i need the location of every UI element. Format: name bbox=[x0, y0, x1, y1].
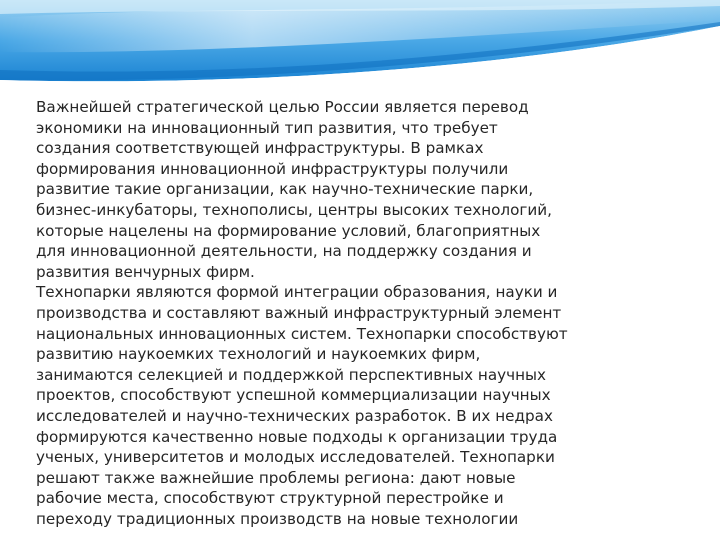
main-body-text: Важнейшей стратегической целью России является перевод экономики на инновационный тип развития, что требует создания соответствующей инфраструктуры. В рамках формирования инновационной инфраструктуры получили развитие такие организации, как научно-технические парки, бизнес-инкубаторы, технополисы, центры высоких технологий, которые нацелены на формирование условий, благоприятных для инновационной деятельности, на поддержку создания и развития венчурных фирм. Технопарки являются формой интеграции образования, науки и производства и составляют важный инфраструктурный элемент национальных инновационных систем. Технопарки способствуют развитию наукоемких технологий и наукоемких фирм, занимаются селекцией и поддержкой перспективных научных проектов, способствуют успешной коммерциализации научных исследователей и научно-технических разработок. В их недрах формируются качественно новые подходы к организации труда ученых, университетов и молодых исследователей. Технопарки решают также важнейшие проблемы региона: дают новые рабочие места, способствуют структурной перестройке и переходу традиционных производств на новые технологии bbox=[36, 98, 568, 528]
header-wave-decoration bbox=[0, 0, 720, 95]
